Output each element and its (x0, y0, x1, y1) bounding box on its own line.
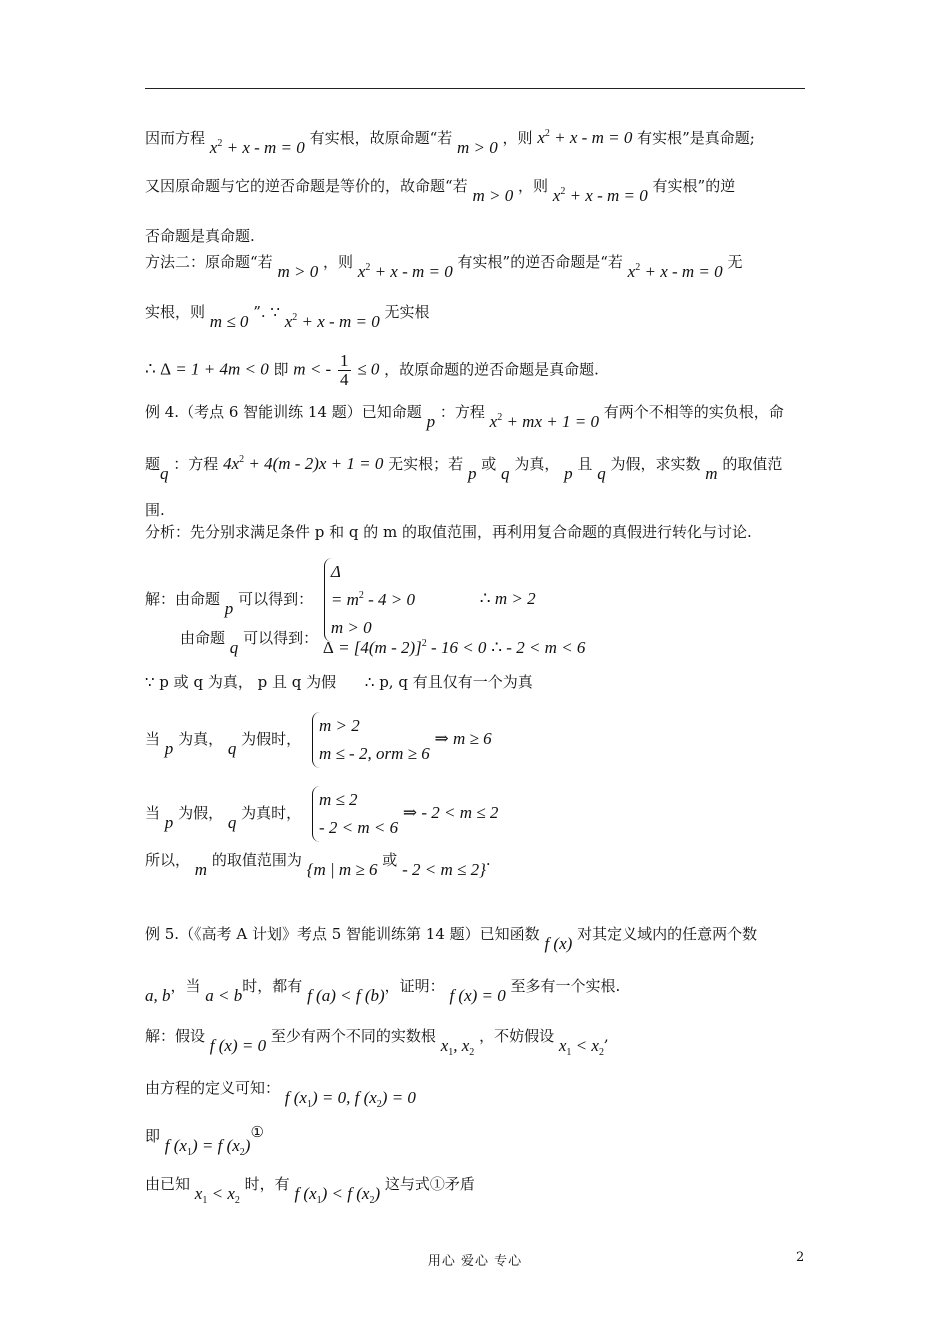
equation-system: m ≤ 2 - 2 < m < 6 (312, 786, 398, 842)
text-line: 当 p 为假， q 为真时， m ≤ 2 - 2 < m < 6 ⇒ - 2 < m ≤ 2 (145, 786, 498, 842)
text-line: ∴ Δ = 1 + 4m < 0 即 m < - $\frac{1}{4}$ ≤ 0 ，故原命题的逆否命题是真命题. (145, 351, 599, 389)
text-line: 又因原命题与它的逆否命题是等价的，故命题“若 m > 0 ，则 $x^2 + x - m = 0$ 有实根”的逆 (145, 177, 736, 205)
text-line: 围. (145, 501, 165, 519)
text-line: 当 p 为真， q 为假时， m > 2 m ≤ - 2, orm ≥ 6 ⇒ m ≥ 6 (145, 712, 492, 768)
text-line: 即 f $(x_1) = f$ $(x_2)①$ (145, 1123, 264, 1158)
text-line: 例 4.（考点 6 智能训练 14 题）已知命题 p ：方程 $x^2$ + mx + 1 = 0 有两个不相等的实负根，命 (145, 403, 784, 431)
text-line: 题q ：方程 $4x^2 + 4(m - 2)x + 1 = 0$ 无实根；若 p 或 q 为真， p 且 q 为假，求实数 m 的取值范 (145, 454, 783, 483)
text-line: 例 5.（《高考 A 计划》考点 5 智能训练第 14 题）已知函数 f (x) 对其定义域内的任意两个数 (145, 925, 758, 953)
text-line: 实根，则 m ≤ 0 ”. ∵ $x^2 + x - m = 0$ 无实根 (145, 303, 430, 331)
text-line: 否命题是真命题. (145, 227, 255, 245)
text-line: 解：由命题 p 可以得到： Δ = $m^2 - 4 > 0$ m > 0 ∴ m > 2 (145, 558, 536, 642)
text-line: 因而方程 $x^2 + x - m = 0$ 有实根，故原命题“若 m > 0 ，则 $x^2 + x - m = 0$ 有实根”是真命题; (145, 128, 755, 157)
text-line: 由已知 $x_1 < x_2$ 时，有 f $(x_1) < f$ $(x_2)$ 这与式①矛盾 (145, 1175, 475, 1206)
fraction-one-quarter: $\frac{1}{4}$ (340, 351, 349, 389)
text-line: 由方程的定义可知： f $(x_1) = 0$, f $(x_2) = 0$ (145, 1079, 416, 1110)
header-rule (145, 88, 805, 89)
text-line: a, b，当 a < b时，都有 f (a) < f (b)，证明： f (x) = 0 至多有一个实根. (145, 977, 621, 1005)
text-line: ∵ p 或 q 为真， p 且 q 为假 ∴ p, q 有且仅有一个为真 (145, 673, 533, 691)
text-line: 分析：先分别求满足条件 p 和 q 的 m 的取值范围，再利用复合命题的真假进行转化与讨论. (145, 523, 752, 541)
equation-system: Δ = $m^2 - 4 > 0$ m > 0 (324, 558, 415, 642)
equation-system: m > 2 m ≤ - 2, orm ≥ 6 (312, 712, 430, 768)
page-number: 2 (796, 1250, 805, 1265)
text-line: 所以， m 的取值范围为 {m | m ≥ 6 或 - 2 < m ≤ 2}. (145, 851, 491, 879)
text-line: 由命题 q 可以得到： Δ = [4(m - 2)]$^2$ - 16 < 0 ∴ - 2 < m < 6 (180, 629, 586, 657)
text-line: 方法二：原命题“若 m > 0 ，则 $x^2 + x - m = 0$ 有实根”的逆否命题是“若 $x^2 + x - m = 0$ 无 (145, 253, 743, 281)
page-footer: 用心 爱心 专心 (427, 1254, 523, 1269)
text-line: 解：假设 f (x) = 0 至少有两个不同的实数根 $x_1$, $x_2$ ，不妨假设 $x_1 < x_2$, (145, 1027, 609, 1058)
